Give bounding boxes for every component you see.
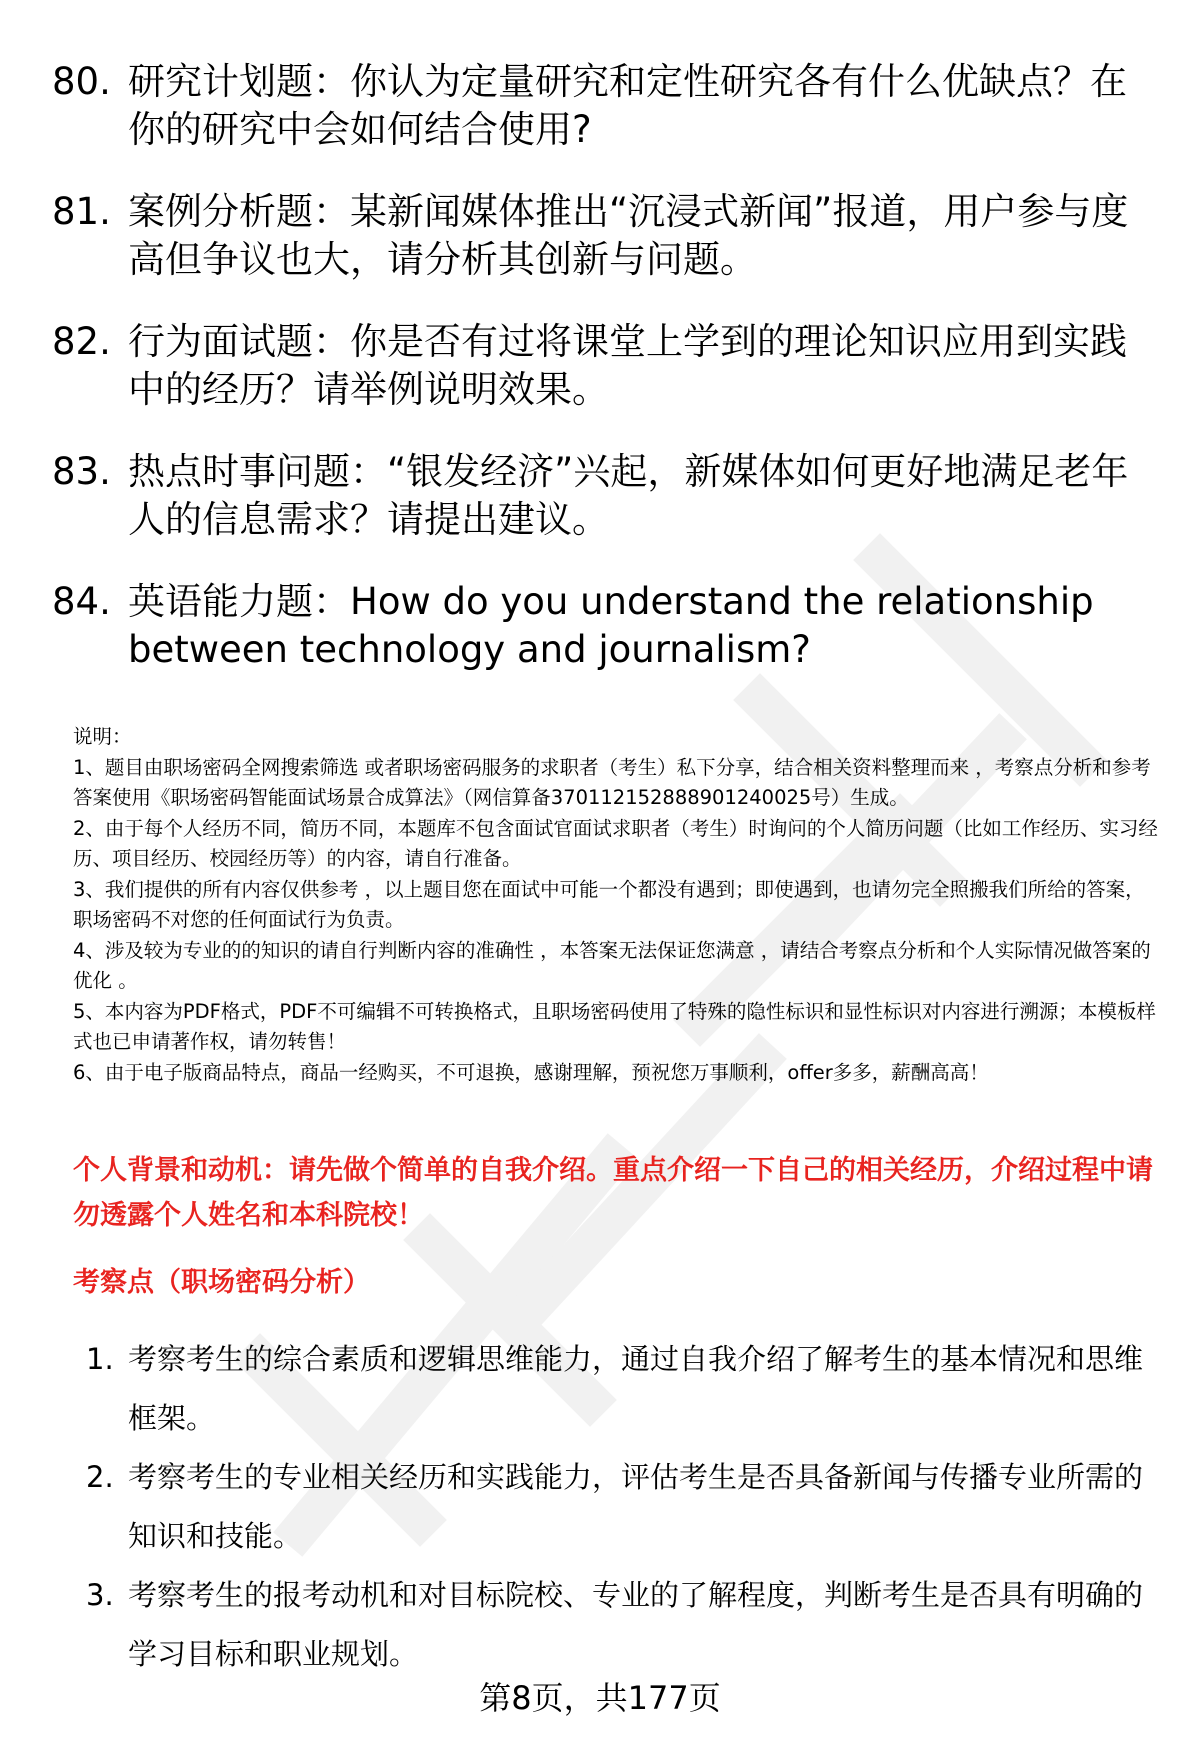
point-number: 1. — [86, 1342, 114, 1376]
point-text: 考察考生的综合素质和逻辑思维能力，通过自我介绍了解考生的基本情况和思维框架。 — [128, 1342, 1144, 1435]
point-number: 2. — [86, 1460, 114, 1494]
section-heading: 考察点（职场密码分析） — [73, 1267, 370, 1298]
point-text: 考察考生的专业相关经历和实践能力，评估考生是否具备新闻与传播专业所需的知识和技能。 — [128, 1460, 1144, 1553]
highlight-question: 个人背景和动机：请先做个简单的自我介绍。重点介绍一下自己的相关经历，介绍过程中请勿透露个人姓名和本科院校！ — [73, 1155, 1153, 1231]
question-item — [52, 578, 1152, 674]
page-footer: 第8页，共177页 — [479, 1679, 721, 1717]
question-item — [52, 58, 1152, 154]
question-text: 研究计划题：你认为定量研究和定性研究各有什么优缺点？在你的研究中会如何结合使用? — [128, 60, 1127, 151]
note-item: 1、题目由职场密码全网搜索筛选 或者职场密码服务的求职者（考生）私下分享，结合相关资料整理而来 ，考察点分析和参考答案使用《职场密码智能面试场景合成算法》（网信算备370112152888901240025号）生成。 — [73, 755, 1151, 809]
question-number: 84. — [52, 580, 111, 623]
notes-block — [73, 722, 1163, 1088]
analysis-points — [86, 1330, 1166, 1684]
note-item: 5、本内容为PDF格式，PDF不可编辑不可转换格式，且职场密码使用了特殊的隐性标识和显性标识对内容进行溯源；本模板样式也已申请著作权，请勿转售！ — [73, 999, 1156, 1053]
note-item: 3、我们提供的所有内容仅供参考 ，以上题目您在面试中可能一个都没有遇到；即使遇到，也请勿完全照搬我们所给的答案，职场密码不对您的任何面试行为负责。 — [73, 877, 1145, 931]
question-item — [52, 318, 1152, 414]
question-item — [52, 448, 1152, 544]
question-number: 82. — [52, 320, 111, 363]
point-number: 3. — [86, 1578, 114, 1612]
question-number: 83. — [52, 450, 111, 493]
question-item — [52, 188, 1152, 284]
notes-heading: 说明： — [73, 725, 132, 748]
note-item: 2、由于每个人经历不同，简历不同，本题库不包含面试官面试求职者（考生）时询问的个人简历问题（比如工作经历、实习经历、项目经历、校园经历等）的内容，请自行准备。 — [73, 816, 1158, 870]
point-text: 考察考生的报考动机和对目标院校、专业的了解程度，判断考生是否具有明确的学习目标和职业规划。 — [128, 1578, 1144, 1671]
point-item — [86, 1330, 1166, 1448]
question-text: 热点时事问题：“银发经济”兴起，新媒体如何更好地满足老年人的信息需求？请提出建议。 — [128, 450, 1129, 541]
question-text: 行为面试题：你是否有过将课堂上学到的理论知识应用到实践中的经历？请举例说明效果。 — [128, 320, 1127, 411]
point-item — [86, 1566, 1166, 1684]
question-number: 80. — [52, 60, 111, 103]
point-item — [86, 1448, 1166, 1566]
question-text: 英语能力题：How do you understand the relationship between technology and journalism? — [128, 580, 1094, 671]
note-item: 6、由于电子版商品特点，商品一经购买，不可退换，感谢理解，预祝您万事顺利，offer多多，薪酬高高！ — [73, 1060, 989, 1084]
question-list — [52, 58, 1152, 708]
note-item: 4、涉及较为专业的的知识的请自行判断内容的准确性 ，本答案无法保证您满意 ，请结合考察点分析和个人实际情况做答案的优化 。 — [73, 938, 1151, 992]
question-text: 案例分析题：某新闻媒体推出“沉浸式新闻”报道，用户参与度高但争议也大，请分析其创新与问题。 — [128, 190, 1129, 281]
question-number: 81. — [52, 190, 111, 233]
